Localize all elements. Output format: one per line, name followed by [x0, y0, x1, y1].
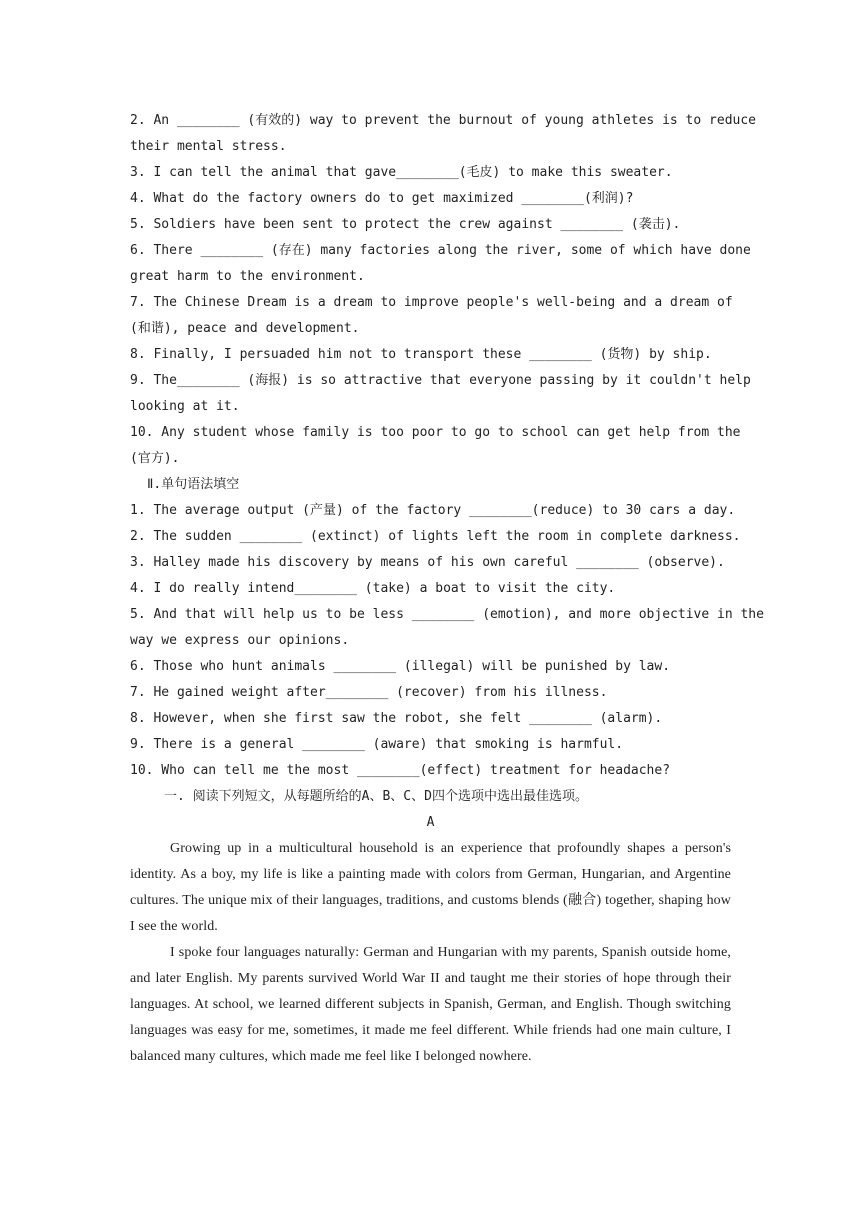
exercise-item-7-line-1: 7. The Chinese Dream is a dream to improve people's well-being and a dream of: [130, 295, 733, 310]
grammar-item-4: 4. I do really intend________ (take) a boat to visit the city.: [130, 581, 616, 596]
exercise-item-10-line-1: 10. Any student whose family is too poor to go to school can get help from the: [130, 425, 741, 440]
exercise-item-2-line-1: 2. An ________ (有效的) way to prevent the burnout of young athletes is to reduce: [130, 113, 756, 128]
passage-paragraph: Growing up in a multicultural household is an experience that profoundly shapes a person's identity. As a boy, my life is like a painting made with colors from German, Hungarian, and Argentine cultures. The unique mix of their languages, traditions, and customs blends (融合) together, shaping how I see the world.: [130, 841, 731, 934]
grammar-item-5-line-2: way we express our opinions.: [130, 633, 350, 648]
passage-label: A: [426, 815, 435, 830]
exercise-item-9-line-1: 9. The________ (海报) is so attractive that everyone passing by it couldn't help: [130, 373, 751, 388]
grammar-item-9: 9. There is a general ________ (aware) that smoking is harmful.: [130, 737, 624, 752]
worksheet-page: [130, 108, 764, 1070]
grammar-item-3: 3. Halley made his discovery by means of his own careful ________ (observe).: [130, 555, 725, 570]
exercise-item-4: 4. What do the factory owners do to get maximized ________(利润)?: [130, 191, 634, 206]
exercise-item-8: 8. Finally, I persuaded him not to transport these ________ (货物) by ship.: [130, 347, 712, 362]
exercise-item-6-line-2: great harm to the environment.: [130, 269, 365, 284]
exercise-item-9-line-2: looking at it.: [130, 399, 240, 414]
exercise-item-2-line-2: their mental stress.: [130, 139, 287, 154]
passage-paragraph: I spoke four languages naturally: German and Hungarian with my parents, Spanish outside home, and later English. My parents survived World War II and taught me their stories of hope through their languages. At school, we learned different subjects in Spanish, German, and English. Though switching languages was easy for me, sometimes, it made me feel different. While friends had one main culture, I balanced many cultures, which made me feel like I belonged nowhere.: [130, 945, 731, 1064]
section-heading: 一. 阅读下列短文，从每题所给的A、B、C、D四个选项中选出最佳选项。: [164, 789, 588, 804]
exercise-item-5: 5. Soldiers have been sent to protect the crew against ________ (袭击).: [130, 217, 681, 232]
grammar-item-7: 7. He gained weight after________ (recover) from his illness.: [130, 685, 608, 700]
reading-section: [130, 784, 731, 1070]
grammar-item-8: 8. However, when she first saw the robot, she felt ________ (alarm).: [130, 711, 663, 726]
grammar-item-6: 6. Those who hunt animals ________ (illegal) will be punished by law.: [130, 659, 671, 674]
exercise-item-3: 3. I can tell the animal that gave________(毛皮) to make this sweater.: [130, 165, 673, 180]
section-heading: Ⅱ.单句语法填空: [147, 477, 240, 492]
grammar-item-5-line-1: 5. And that will help us to be less ________ (emotion), and more objective in the: [130, 607, 764, 622]
exercise-item-6-line-1: 6. There ________ (存在) many factories along the river, some of which have done: [130, 243, 751, 258]
exercise-item-7-line-2: (和谐), peace and development.: [130, 321, 360, 336]
grammar-item-10: 10. Who can tell me the most ________(effect) treatment for headache?: [130, 763, 671, 778]
grammar-item-1: 1. The average output (产量) of the factory ________(reduce) to 30 cars a day.: [130, 503, 736, 518]
vocabulary-exercise: [130, 108, 756, 472]
grammar-exercise: [130, 472, 764, 784]
exercise-item-10-line-2: (官方).: [130, 451, 180, 466]
grammar-item-2: 2. The sudden ________ (extinct) of lights left the room in complete darkness.: [130, 529, 741, 544]
